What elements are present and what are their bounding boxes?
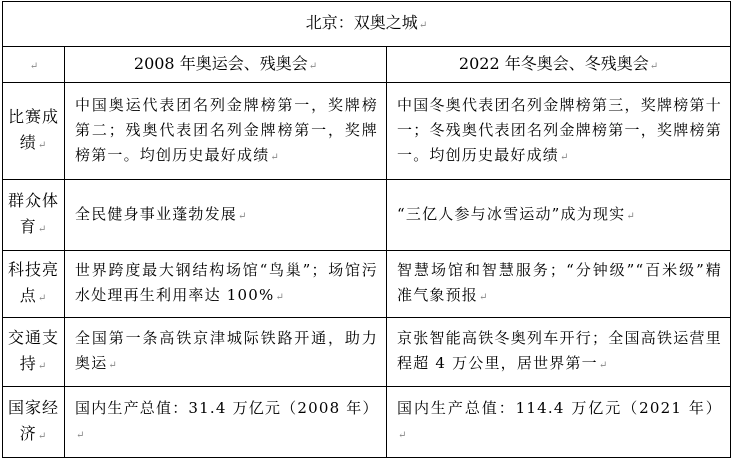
category-label: 国家经济 [7, 397, 59, 443]
title-row [3, 2, 731, 47]
paragraph-mark: ↵ [598, 360, 609, 371]
cell-text-2022: 智慧场馆和智慧服务；“分钟级”“百米级”精准气象预报 [397, 261, 723, 304]
category-cell [3, 318, 65, 387]
paragraph-mark: ↵ [270, 151, 280, 163]
cell-text-2022: “三亿人参与冰雪运动”成为现实 [397, 204, 626, 223]
paragraph-mark: ↵ [479, 292, 489, 303]
table-row [3, 251, 731, 318]
paragraph-mark: ↵ [308, 60, 318, 72]
table-title: 北京：双奥之城 [305, 13, 418, 32]
comparison-table [2, 1, 731, 458]
cell-2022 [387, 180, 731, 251]
cell-text-2008: 全民健身事业蓬勃发展 [75, 204, 238, 223]
paragraph-mark: ↵ [37, 223, 48, 235]
table-row [3, 83, 731, 180]
paragraph-mark: ↵ [275, 292, 286, 303]
paragraph-mark: ↵ [560, 151, 570, 163]
paragraph-mark: ↵ [29, 60, 39, 72]
category-label: 群众体育 [7, 190, 59, 236]
table-title-cell [3, 2, 731, 47]
category-cell [3, 387, 65, 458]
cell-2008 [65, 83, 387, 180]
cell-2008 [65, 251, 387, 318]
table-row [3, 387, 731, 458]
paragraph-mark: ↵ [649, 60, 659, 72]
header-2008-cell [65, 47, 387, 83]
paragraph-mark: ↵ [37, 360, 48, 372]
paragraph-mark: ↵ [37, 139, 48, 151]
cell-2022 [387, 83, 731, 180]
category-cell [3, 180, 65, 251]
paragraph-mark: ↵ [76, 430, 86, 441]
cell-text-2022: 京张智能高铁冬奥列车开行；全国高铁运营里程超 4 万公里，居世界第一 [397, 329, 723, 372]
category-label: 科技亮点 [7, 259, 59, 305]
table-row [3, 318, 731, 387]
cell-2022 [387, 251, 731, 318]
cell-2008 [65, 318, 387, 387]
paragraph-mark: ↵ [37, 292, 48, 304]
paragraph-mark: ↵ [108, 360, 118, 371]
cell-text-2008: 世界跨度最大钢结构场馆“鸟巢”；场馆污水处理再生利用率达 100% [75, 261, 378, 304]
header-empty-cell [3, 47, 65, 83]
category-label: 交通支持 [7, 327, 59, 373]
cell-text-2008: 全国第一条高铁京津城际铁路开通，助力奥运 [75, 329, 378, 372]
paragraph-mark: ↵ [238, 210, 248, 222]
cell-2008 [65, 180, 387, 251]
cell-text-2008: 国内生产总值：31.4 万亿元（2008 年） [75, 399, 379, 417]
category-cell [3, 251, 65, 318]
category-label: 比赛成绩 [7, 106, 59, 152]
cell-text-2022: 国内生产总值：114.4 万亿元（2021 年） [397, 399, 723, 417]
paragraph-mark: ↵ [418, 20, 428, 31]
cell-text-2022: 中国冬奥代表团名列金牌榜第三，奖牌榜第十一；冬残奥代表团名列金牌榜第一，奖牌榜第一。均创历史最好成绩 [397, 95, 723, 164]
paragraph-mark: ↵ [37, 430, 48, 442]
cell-text-2008: 中国奥运代表团名列金牌榜第一，奖牌榜第二；残奥代表团名列金牌榜第一，奖牌榜第一。均创历史最好成绩 [75, 95, 378, 164]
column-header-2022: 2022 年冬奥会、冬残奥会 [458, 53, 649, 73]
header-2022-cell [387, 47, 731, 83]
cell-2022 [387, 387, 731, 458]
cell-2022 [387, 318, 731, 387]
column-header-2008: 2008 年奥运会、残奥会 [133, 53, 308, 73]
cell-2008 [65, 387, 387, 458]
header-row [3, 47, 731, 83]
paragraph-mark: ↵ [398, 430, 408, 441]
paragraph-mark: ↵ [626, 210, 636, 222]
category-cell [3, 83, 65, 180]
table-row [3, 180, 731, 251]
